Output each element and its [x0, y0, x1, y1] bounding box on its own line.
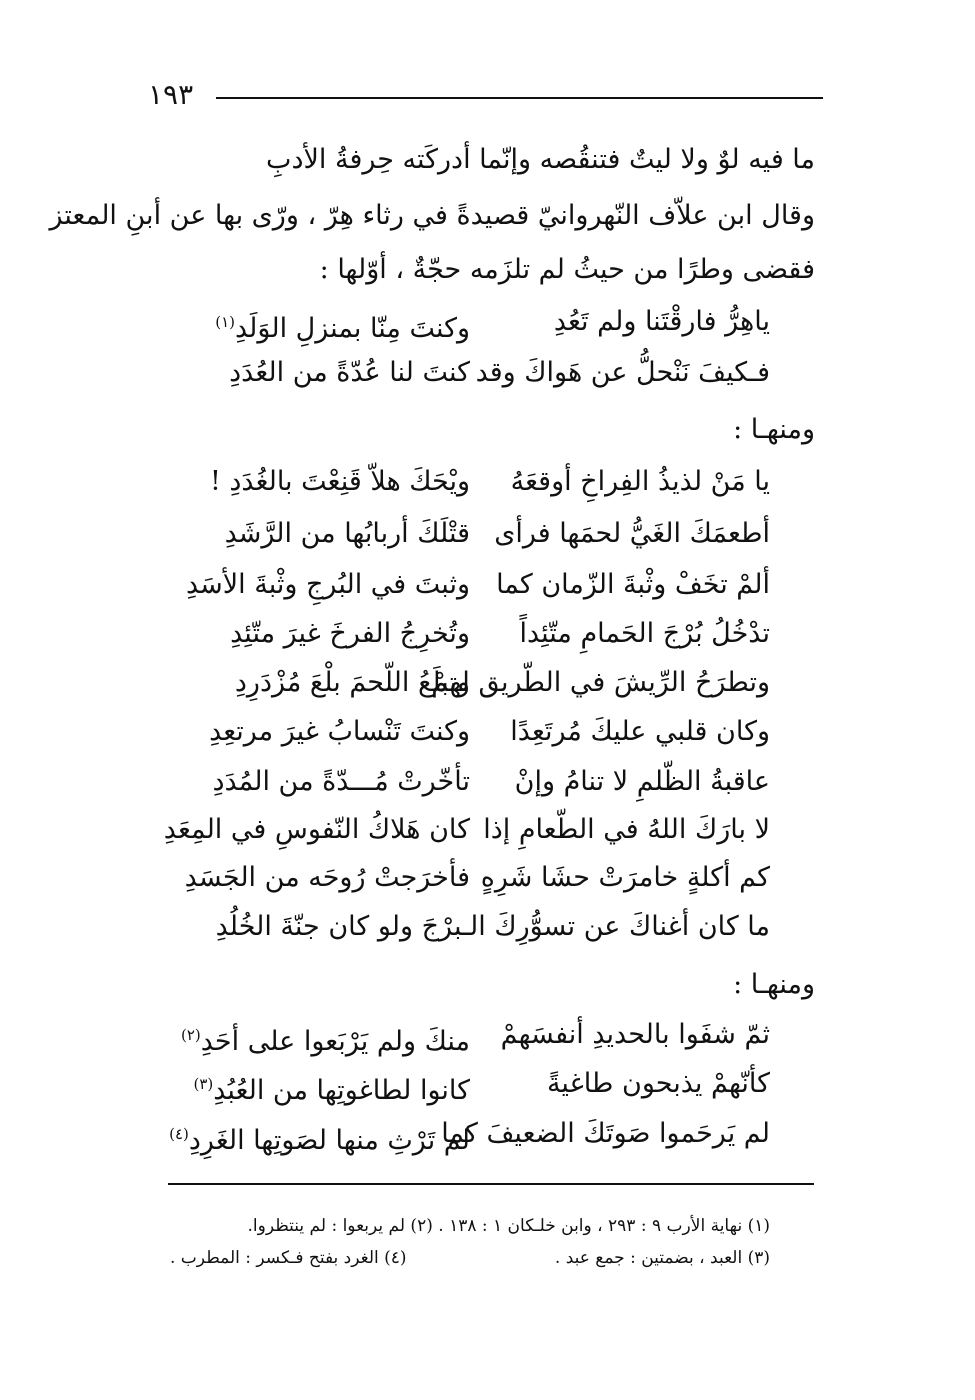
- verse-second-hemistich: [169, 1112, 470, 1163]
- verse-first-hemistich: وكان قلبي عليكَ مُرتَعِدًا: [510, 716, 770, 747]
- verse-first-hemistich: وتطرَحُ الرِّيشَ في الطّريق لهمْ: [431, 667, 770, 698]
- verse-line: [150, 460, 770, 504]
- verse-line: [150, 760, 770, 804]
- verse-second-hemistich: وكنتَ تَنْسابُ غيرَ مرتعِدِ: [209, 716, 470, 747]
- verse-line: [150, 351, 770, 395]
- verse-second-hemistich: قتْلَكَ أربابُها من الرَّشَدِ: [224, 518, 470, 549]
- hemistich-text: وكنتَ مِنّا بمنزلِ الوَلَدِ: [235, 313, 470, 344]
- verse-second-hemistich: ـبرْجَ ولو كان جنّةَ الخُلُدِ: [215, 911, 470, 942]
- verse-second-hemistich: كان هَلاكُ النّفوسِ في المِعَدِ: [163, 814, 470, 845]
- verse-first-hemistich: عاقبةُ الظّلمِ لا تنامُ وإنْ: [514, 766, 770, 797]
- verse-line: [150, 612, 770, 656]
- verse-line: [150, 856, 770, 900]
- verse-second-hemistich: وتُخرِجُ الفرخَ غيرَ متّئِدِ: [230, 618, 470, 649]
- verse-first-hemistich: لم يَرحَموا صَوتَكَ الضعيفَ كما: [441, 1118, 770, 1149]
- verse-line: [150, 905, 770, 949]
- verse-first-hemistich: تدْخُلُ بُرْجَ الحَمامِ متّئِداً: [519, 618, 770, 649]
- footnote-marker: (٤): [169, 1125, 189, 1143]
- verse-first-hemistich: كم أكلةٍ خامرَتْ حشَا شَرِهٍ: [480, 862, 770, 893]
- section-label: ومنهـا :: [733, 414, 815, 445]
- footnote-marker: (٢): [180, 1026, 201, 1044]
- verse-intro-line: ما فيه لوٌ ولا ليتٌ فتنقُصه وإنّما أدركَته حِرفةُ الأدبِ: [266, 144, 815, 175]
- verse-first-hemistich: ياهِرُّ فارقْتَنا ولم تَعُدِ: [553, 306, 770, 337]
- page-header: [148, 80, 823, 110]
- footnote-marker: (١): [215, 313, 235, 331]
- verse-first-hemistich: ألمْ تخَفْ وثْبةَ الزّمان كما: [496, 569, 770, 600]
- verse-line: [150, 300, 770, 344]
- hemistich-text: لم تَرْثِ منها لصَوتِها الغَرِدِ: [188, 1125, 470, 1156]
- verse-first-hemistich: كأنّهمْ يذبحون طاغيةً: [546, 1068, 770, 1099]
- verse-first-hemistich: ثمّ شفَوا بالحديدِ أنفسَهمْ: [500, 1019, 770, 1050]
- verse-second-hemistich: وثبتَ في البُرجِ وثْبةَ الأسَدِ: [185, 569, 470, 600]
- verse-line: [150, 710, 770, 754]
- verse-second-hemistich: تأخّرتْ مُـــدّةً من المُدَدِ: [212, 766, 470, 797]
- footnote-marker: (٣): [193, 1075, 214, 1093]
- verse-line: [150, 563, 770, 607]
- verse-first-hemistich: ما كان أغناكَ عن تسوُّرِكَ الـ: [462, 911, 770, 942]
- verse-second-hemistich: [180, 1013, 470, 1064]
- verse-line: [150, 1013, 770, 1057]
- verse-second-hemistich: كنتَ لنا عُدّةً من العُدَدِ: [229, 357, 470, 388]
- header-rule: [216, 97, 823, 99]
- verse-line: [150, 661, 770, 705]
- hemistich-text: منكَ ولم يَرْبَعوا على أحَدِ: [200, 1026, 470, 1057]
- prose-line: وقال ابن علاّف النّهروانيّ قصيدةً في رثاء هِرّ ، ورّى بها عن أبنِ المعتز: [49, 200, 815, 231]
- section-label: ومنهـا :: [733, 969, 815, 1000]
- verse-line: [150, 1062, 770, 1106]
- verse-second-hemistich: [193, 1062, 470, 1113]
- footnote-line: (١) نهاية الأرب ٩ : ٢٩٣ ، وابن خلـكان ١ : ١٣٨ . (٢) لم يربعوا : لم ينتظروا.: [247, 1216, 770, 1236]
- verse-second-hemistich: ويْحَكَ هلاّ قَنِعْتَ بالغُدَدِ !: [209, 466, 470, 497]
- verse-line: [150, 808, 770, 852]
- page-number: ١٩٣: [148, 78, 194, 111]
- verse-second-hemistich: وتبلَعُ اللّحمَ بلْعَ مُزْدَرِدِ: [234, 667, 470, 698]
- footnote-4: (٤) الغرد بفتح فـكسر : المطرب .: [170, 1248, 407, 1268]
- verse-first-hemistich: فـكيفَ نَنْحلُّ عن هَواكَ وقد: [475, 357, 770, 388]
- footnote-line: [150, 1245, 770, 1271]
- verse-line: [150, 512, 770, 556]
- verse-first-hemistich: لا بارَكَ اللهُ في الطّعامِ إذا: [483, 814, 770, 845]
- prose-line: فقضى وطرًا من حيثُ لم تلزَمه حجّةٌ ، أوّلها :: [319, 254, 815, 285]
- verse-first-hemistich: أطعمَكَ الغَيُّ لحمَها فرأى: [494, 518, 770, 549]
- verse-line: [150, 1112, 770, 1156]
- footnote-rule: [168, 1183, 814, 1185]
- hemistich-text: كانوا لطاغوتِها من العُبُدِ: [213, 1075, 470, 1106]
- footnote-3: (٣) العبد ، بضمتين : جمع عبد .: [554, 1248, 770, 1268]
- verse-second-hemistich: فأخرَجتْ رُوحَه من الجَسَدِ: [184, 862, 470, 893]
- verse-second-hemistich: [210, 300, 470, 351]
- verse-first-hemistich: يا مَنْ لذيذُ الفِراخِ أوقعَهُ: [510, 466, 770, 497]
